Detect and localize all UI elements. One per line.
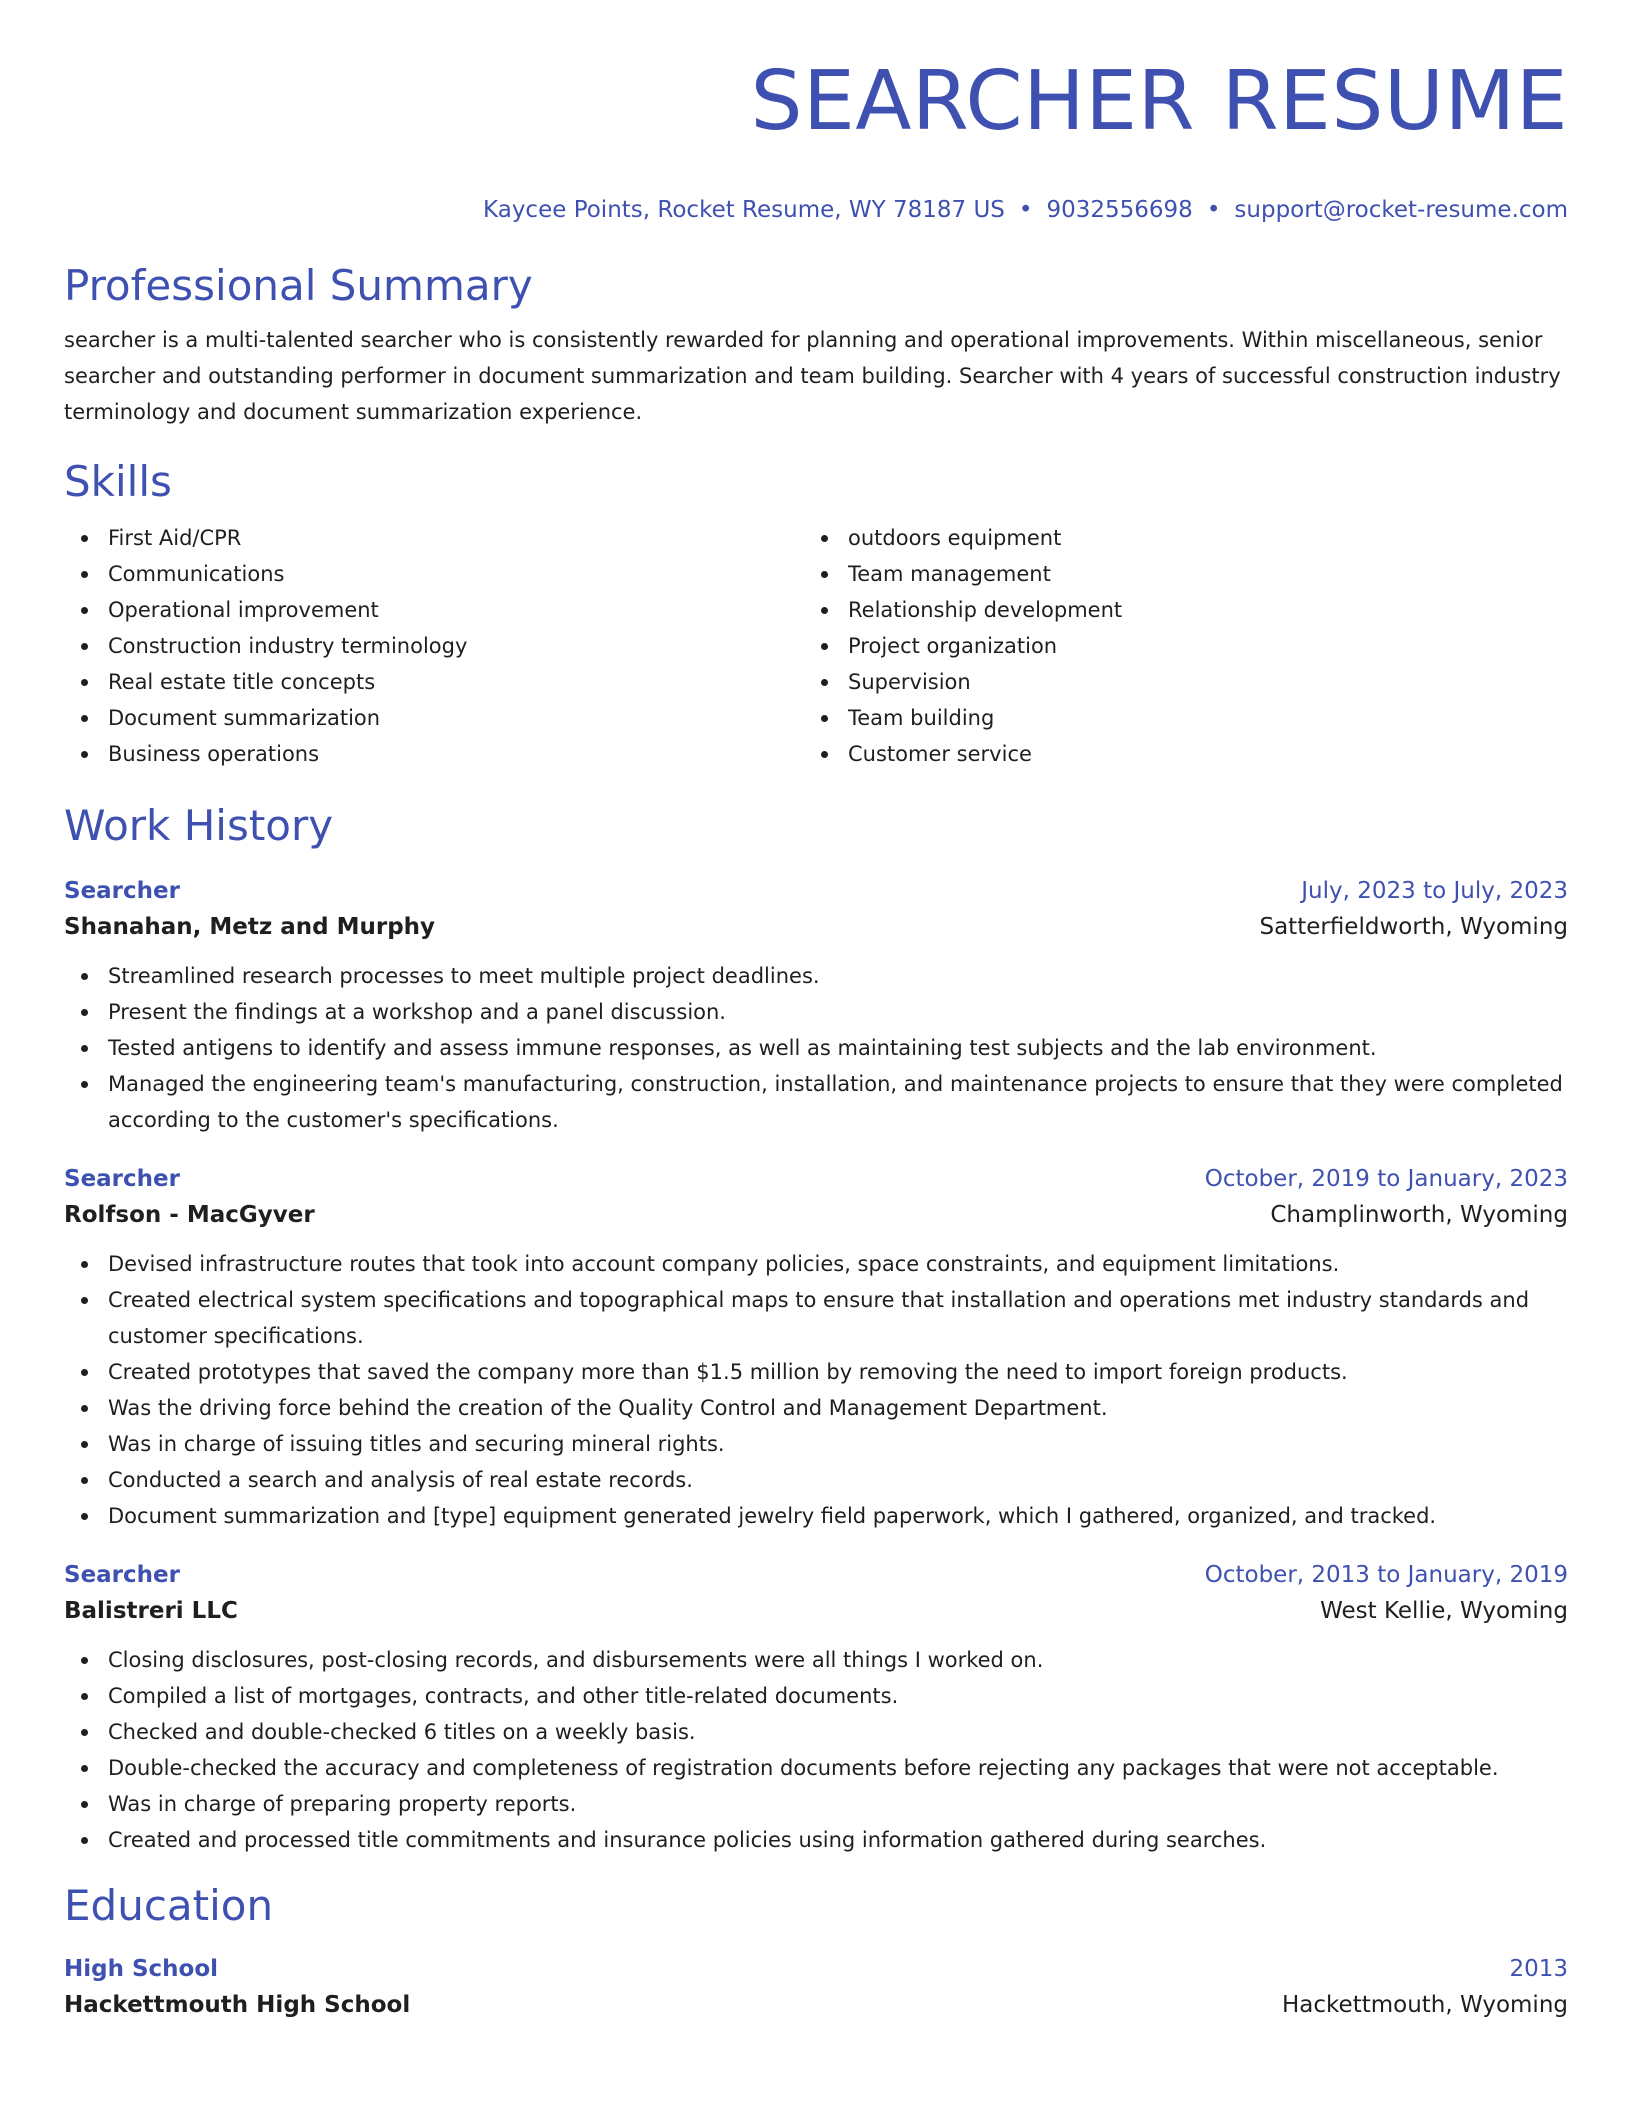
skill-item: Real estate title concepts bbox=[64, 664, 804, 700]
contact-line bbox=[64, 196, 1568, 224]
resume-header bbox=[64, 0, 1568, 224]
job-bullet: Managed the engineering team's manufacturing, construction, installation, and maintenance projects to ensure that they were completed according to the customer's specifications. bbox=[64, 1066, 1568, 1138]
job-bullet: Compiled a list of mortgages, contracts, and other title-related documents. bbox=[64, 1678, 1568, 1714]
summary-text: searcher is a multi-talented searcher who is consistently rewarded for planning and operational improvements. Within miscellaneous, senior searcher and outstanding performer in document summarization and team building. Searcher with 4 years of successful construction industry terminology and document summarization experience. bbox=[64, 328, 1561, 424]
job-bullet: Checked and double-checked 6 titles on a weekly basis. bbox=[64, 1714, 1568, 1750]
contact-address: Kaycee Points, Rocket Resume, WY 78187 US bbox=[483, 197, 1005, 223]
job-title: Searcher bbox=[64, 878, 180, 904]
job-bullet: Document summarization and [type] equipment generated jewelry field paperwork, which I gathered, organized, and tracked. bbox=[64, 1498, 1568, 1534]
contact-separator: • bbox=[1018, 197, 1033, 223]
job-company: Balistreri LLC bbox=[64, 1598, 238, 1624]
contact-separator: • bbox=[1206, 197, 1221, 223]
job-entry bbox=[64, 1162, 1568, 1534]
job-bullet: Double-checked the accuracy and completeness of registration documents before rejecting any packages that were not acceptable. bbox=[64, 1750, 1568, 1786]
summary-heading: Professional Summary bbox=[64, 261, 533, 310]
skill-item: Communications bbox=[64, 556, 804, 592]
skill-item: Construction industry terminology bbox=[64, 628, 804, 664]
skills-list bbox=[64, 520, 1568, 772]
job-bullet: Tested antigens to identify and assess immune responses, as well as maintaining test subjects and the lab environment. bbox=[64, 1030, 1568, 1066]
job-location: Champlinworth, Wyoming bbox=[1270, 1202, 1568, 1228]
job-dates: October, 2013 to January, 2019 bbox=[1204, 1562, 1568, 1588]
job-bullets bbox=[64, 958, 1568, 1138]
job-bullet: Present the findings at a workshop and a panel discussion. bbox=[64, 994, 1568, 1030]
job-bullet: Conducted a search and analysis of real estate records. bbox=[64, 1462, 1568, 1498]
skills-heading: Skills bbox=[64, 457, 172, 506]
job-bullet: Was in charge of preparing property reports. bbox=[64, 1786, 1568, 1822]
education-location: Hackettmouth, Wyoming bbox=[1282, 1992, 1568, 2018]
job-entry bbox=[64, 874, 1568, 1138]
skill-item: Operational improvement bbox=[64, 592, 804, 628]
job-bullet: Was in charge of issuing titles and securing mineral rights. bbox=[64, 1426, 1568, 1462]
job-bullet: Created electrical system specifications and topographical maps to ensure that installation and operations met industry standards and customer specifications. bbox=[64, 1282, 1568, 1354]
job-entry bbox=[64, 1558, 1568, 1858]
job-title: Searcher bbox=[64, 1562, 180, 1588]
skill-item: Relationship development bbox=[804, 592, 1544, 628]
job-location: Satterfieldworth, Wyoming bbox=[1259, 914, 1568, 940]
skill-item: Team building bbox=[804, 700, 1544, 736]
education-entry bbox=[64, 1952, 1568, 2024]
education-year: 2013 bbox=[1509, 1956, 1568, 1982]
job-bullet: Created prototypes that saved the company more than $1.5 million by removing the need to import foreign products. bbox=[64, 1354, 1568, 1390]
skill-item: Document summarization bbox=[64, 700, 804, 736]
contact-phone: 9032556698 bbox=[1046, 197, 1193, 223]
job-dates: October, 2019 to January, 2023 bbox=[1204, 1166, 1568, 1192]
skill-item: outdoors equipment bbox=[804, 520, 1544, 556]
job-company: Rolfson - MacGyver bbox=[64, 1202, 315, 1228]
skills-column-left bbox=[64, 520, 804, 772]
skill-item: Business operations bbox=[64, 736, 804, 772]
education-degree: High School bbox=[64, 1956, 219, 1982]
education-school: Hackettmouth High School bbox=[64, 1992, 411, 2018]
job-title: Searcher bbox=[64, 1166, 180, 1192]
job-company: Shanahan, Metz and Murphy bbox=[64, 914, 436, 940]
job-bullet: Streamlined research processes to meet multiple project deadlines. bbox=[64, 958, 1568, 994]
contact-email: support@rocket-resume.com bbox=[1234, 197, 1568, 223]
education-heading: Education bbox=[64, 1881, 274, 1930]
work-history-heading: Work History bbox=[64, 801, 334, 850]
job-bullets bbox=[64, 1246, 1568, 1534]
job-bullet: Was the driving force behind the creation of the Quality Control and Management Department. bbox=[64, 1390, 1568, 1426]
job-bullet: Closing disclosures, post-closing records, and disbursements were all things I worked on. bbox=[64, 1642, 1568, 1678]
skill-item: Project organization bbox=[804, 628, 1544, 664]
job-bullet: Devised infrastructure routes that took into account company policies, space constraints, and equipment limitations. bbox=[64, 1246, 1568, 1282]
skill-item: Supervision bbox=[804, 664, 1544, 700]
job-dates: July, 2023 to July, 2023 bbox=[1301, 878, 1568, 904]
job-bullets bbox=[64, 1642, 1568, 1858]
skill-item: First Aid/CPR bbox=[64, 520, 804, 556]
job-bullet: Created and processed title commitments and insurance policies using information gathered during searches. bbox=[64, 1822, 1568, 1858]
skill-item: Customer service bbox=[804, 736, 1544, 772]
resume-name: SEARCHER RESUME bbox=[750, 54, 1568, 149]
skills-column-right bbox=[804, 520, 1544, 772]
skill-item: Team management bbox=[804, 556, 1544, 592]
job-location: West Kellie, Wyoming bbox=[1320, 1598, 1568, 1624]
